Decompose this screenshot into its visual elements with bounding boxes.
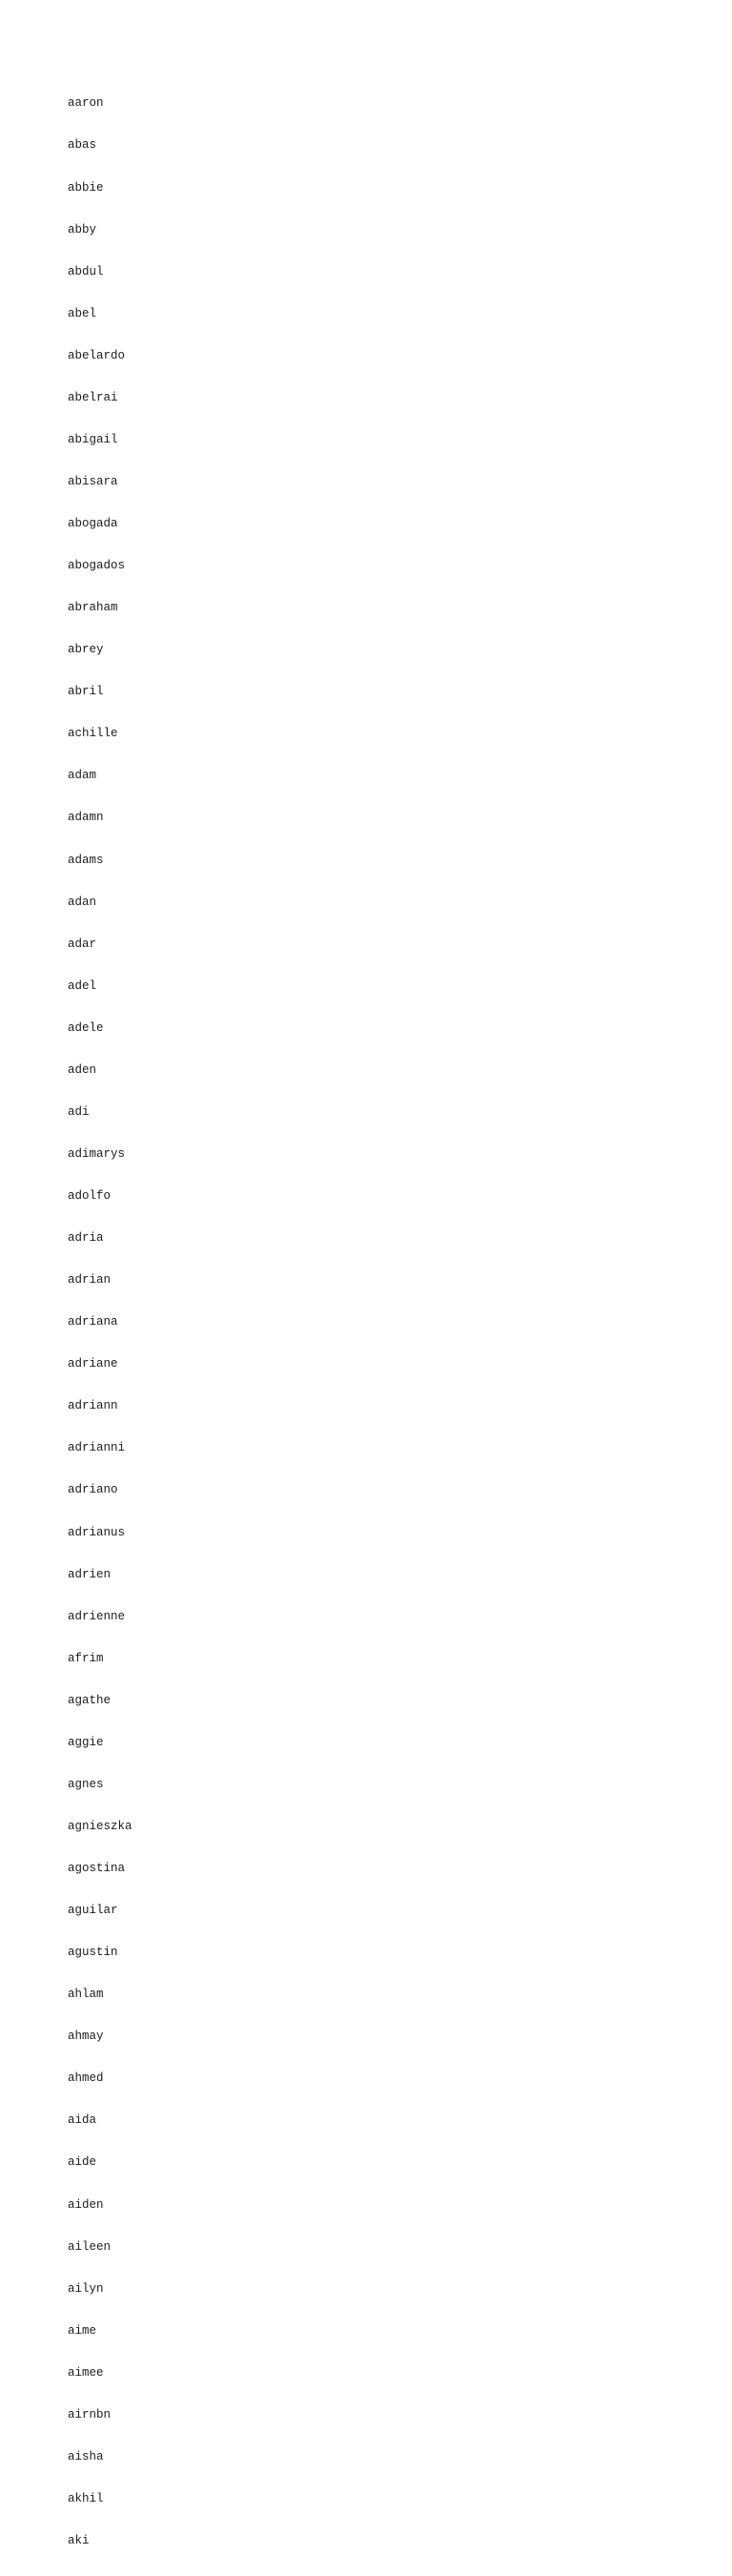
- word-line: abogados: [68, 559, 126, 573]
- word-line: ahmed: [68, 2071, 104, 2086]
- word-line: adriann: [68, 1399, 118, 1413]
- word-line: abelardo: [68, 348, 126, 362]
- word-line: abogada: [68, 517, 118, 530]
- word-line: adamn: [68, 811, 104, 825]
- word-line: ailyn: [68, 2281, 104, 2296]
- word-line: adimarys: [68, 1146, 126, 1161]
- word-line: abisara: [68, 474, 118, 488]
- word-line: adel: [68, 979, 97, 993]
- word-line: adar: [68, 937, 97, 951]
- word-line: aimee: [68, 2365, 104, 2380]
- word-line: aime: [68, 2323, 97, 2338]
- word-line: ahlam: [68, 1988, 104, 2002]
- word-line: adrianni: [68, 1441, 126, 1455]
- word-line: airnbn: [68, 2407, 112, 2421]
- word-line: agathe: [68, 1693, 112, 1707]
- word-line: aguilar: [68, 1904, 118, 1918]
- word-line: aaron: [68, 96, 104, 111]
- word-line: abel: [68, 306, 97, 320]
- word-line: abrey: [68, 643, 104, 657]
- word-line: adrian: [68, 1273, 112, 1288]
- word-line: abigail: [68, 432, 118, 446]
- word-line: agostina: [68, 1862, 126, 1875]
- word-line: aden: [68, 1062, 97, 1077]
- word-line: abby: [68, 222, 97, 237]
- word-line: adriana: [68, 1315, 118, 1329]
- word-line: aileen: [68, 2239, 112, 2254]
- word-line: ahmay: [68, 2030, 104, 2044]
- word-line: abbie: [68, 180, 104, 195]
- word-line: adrienne: [68, 1609, 126, 1623]
- word-line: adriane: [68, 1357, 118, 1371]
- word-list: [68, 69, 132, 2576]
- word-line: abril: [68, 685, 104, 699]
- word-line: abas: [68, 138, 97, 153]
- word-line: agnes: [68, 1777, 104, 1791]
- word-line: adam: [68, 769, 97, 783]
- word-line: aggie: [68, 1735, 104, 1749]
- word-line: adan: [68, 895, 97, 909]
- word-line: aki: [68, 2534, 90, 2547]
- word-line: aiden: [68, 2197, 104, 2212]
- word-line: adolfo: [68, 1189, 112, 1203]
- word-line: adele: [68, 1020, 104, 1035]
- word-line: abdul: [68, 264, 104, 278]
- word-line: afrim: [68, 1651, 104, 1665]
- word-line: adriano: [68, 1483, 118, 1497]
- word-line: adrien: [68, 1567, 112, 1581]
- word-line: aide: [68, 2155, 97, 2170]
- word-line: akhil: [68, 2491, 104, 2505]
- word-line: adams: [68, 853, 104, 867]
- word-line: adi: [68, 1104, 90, 1119]
- word-line: agustin: [68, 1946, 118, 1960]
- word-line: aida: [68, 2113, 97, 2128]
- word-line: achille: [68, 727, 118, 741]
- word-line: agnieszka: [68, 1819, 132, 1833]
- word-line: abelrai: [68, 390, 118, 404]
- word-line: abraham: [68, 601, 118, 615]
- word-line: aisha: [68, 2449, 104, 2463]
- word-line: adria: [68, 1231, 104, 1246]
- word-line: adrianus: [68, 1525, 126, 1539]
